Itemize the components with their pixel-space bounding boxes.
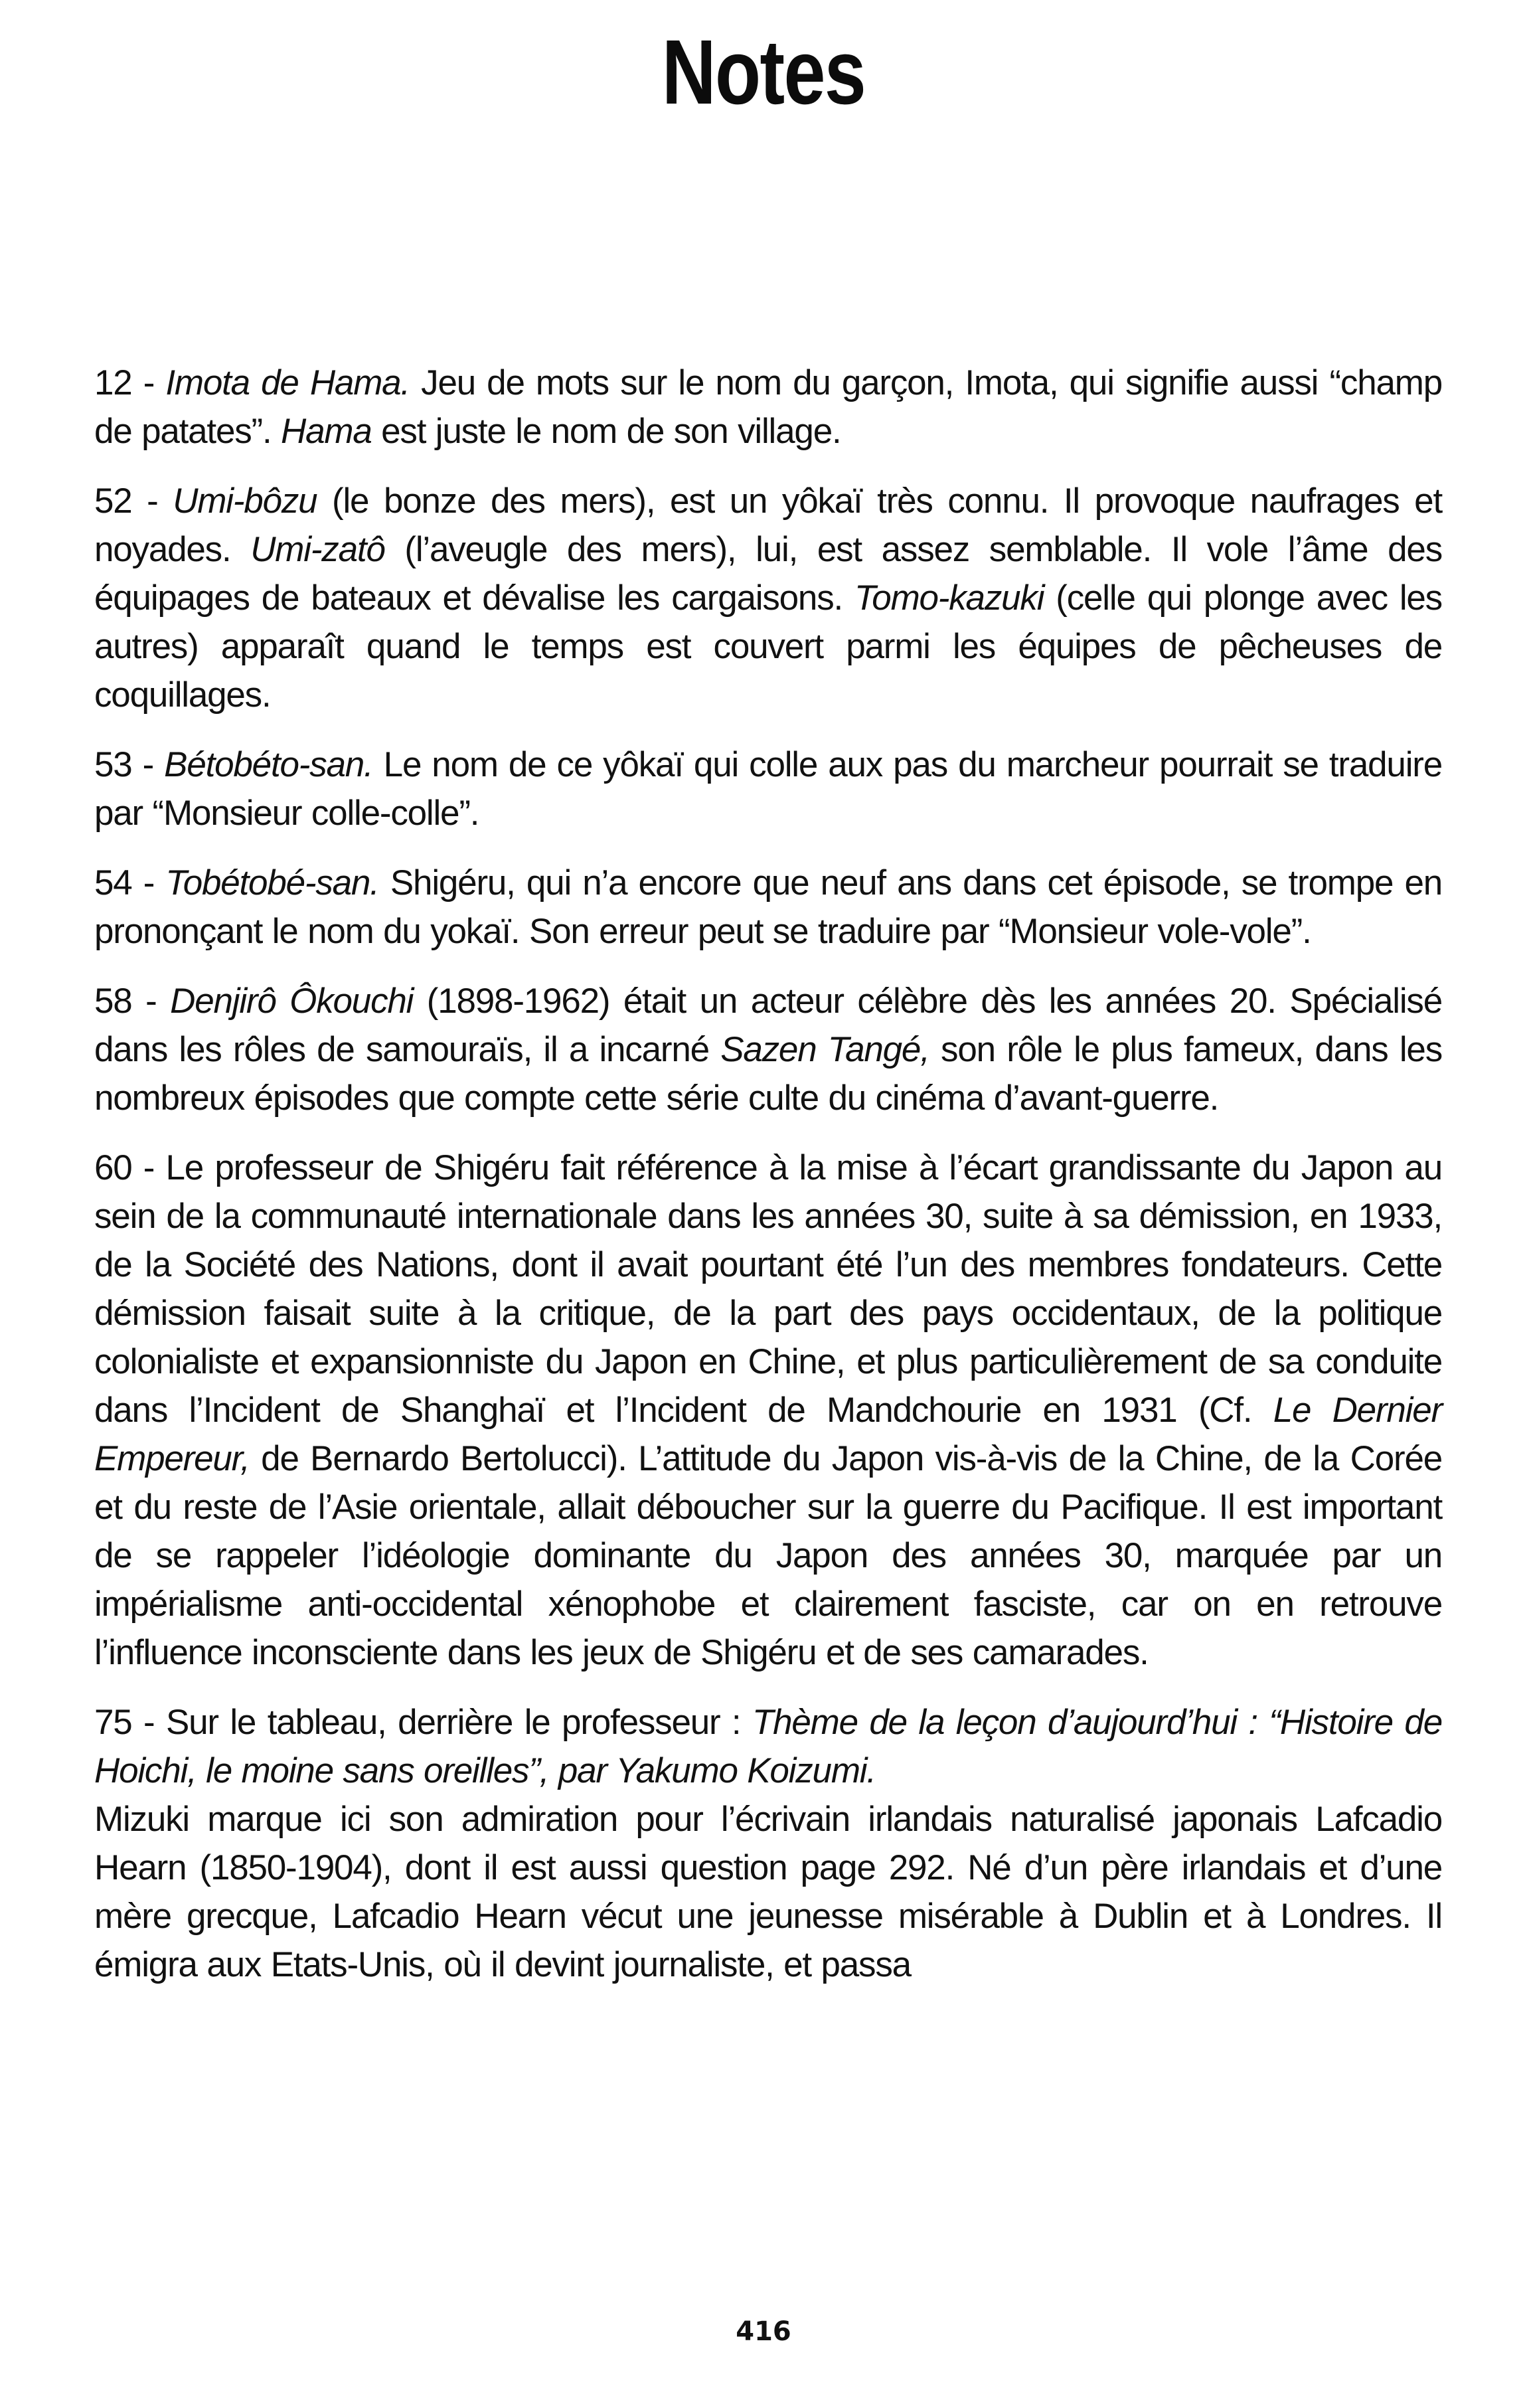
note-text: 58 -	[94, 982, 171, 1021]
note-text: 12 -	[94, 363, 166, 402]
note-text: de Bernardo Bertolucci). L’attitude du Japon vis-à-vis de la Chine, de la Corée et du reste de l’Asie orientale, allait déboucher sur la guerre du Pacifique. Il est important de se rappeler l’idéologie dominante du Japon des années 30, marquée par un impérialisme anti-occidental xénophobe et clairement fasciste, car on en retrouve l’influence inconsciente dans les jeux de Shigéru et de ses camarades.	[94, 1439, 1442, 1672]
note-text: 60 - Le professeur de Shigéru fait référence à la mise à l’écart grandissante du Japon au sein de la communauté internationale dans les années 30, suite à sa démission, en 1933, de la Société des Nations, dont il avait pourtant été l’un des membres fondateurs. Cette démission faisait suite à la critique, de la part des pays occidentaux, de la politique colonialiste et expansionniste du Japon en Chine, et plus particulièrement de sa conduite dans l’Incident de Shanghaï et l’Incident de Mandchourie en 1931 (Cf.	[94, 1148, 1442, 1430]
note-italic-text: Le Dernier Empereur,	[94, 1391, 1442, 1478]
note-text: Mizuki marque ici son admiration pour l’écrivain irlandais naturalisé japonais Lafcadio Hearn (1850-1904), dont il est aussi question page 292. Né d’un père irlandais et d’une mère grecque, Lafcadio Hearn vécut une jeunesse misérable à Dublin et à Londres. Il émigra aux Etats-Unis, où il devint journaliste, et passa	[94, 1800, 1442, 1984]
note-italic-text: Denjirô Ôkouchi	[170, 982, 414, 1021]
note-text: (celle qui plonge avec les autres) apparaît quand le temps est couvert parmi les équipes de pêcheuses de coquillages.	[94, 578, 1442, 715]
note-italic-text: Bétobéto-san.	[164, 745, 373, 784]
note-53	[94, 740, 1442, 837]
note-italic-text: Tomo-kazuki	[854, 578, 1044, 618]
note-75	[94, 1698, 1442, 1989]
note-text: 75 - Sur le tableau, derrière le professeur :	[94, 1703, 752, 1742]
note-text: (1898-1962) était un acteur célèbre dès les années 20. Spécialisé dans les rôles de samouraïs, il a incarné	[94, 982, 1442, 1069]
note-text: 53 -	[94, 745, 165, 784]
note-italic-text: Imota de Hama.	[165, 363, 410, 402]
note-text: Jeu de mots sur le nom du garçon, Imota, qui signifie aussi “champ de patates”.	[94, 363, 1442, 451]
note-12	[94, 359, 1442, 456]
note-italic-text: Sazen Tangé,	[720, 1030, 929, 1069]
note-58	[94, 977, 1442, 1122]
note-text: (l’aveugle des mers), lui, est assez semblable. Il vole l’âme des équipages de bateaux et dévalise les cargaisons.	[94, 530, 1442, 618]
note-italic-text: Thème de la leçon d’aujourd’hui : “Histoire de Hoichi, le moine sans oreilles”, par Yakumo Koizumi.	[94, 1703, 1442, 1790]
note-text: 52 -	[94, 481, 173, 521]
note-text: (le bonze des mers), est un yôkaï très connu. Il provoque naufrages et noyades.	[94, 481, 1442, 569]
note-text: est juste le nom de son village.	[371, 412, 841, 451]
note-italic-text: Umi-zatô	[250, 530, 385, 569]
page-number: 416	[736, 2316, 791, 2347]
note-text: 54 -	[94, 863, 166, 903]
note-italic-text: Tobétobé-san.	[165, 863, 379, 903]
notes-list	[94, 359, 1442, 2010]
note-text: Le nom de ce yôkaï qui colle aux pas du marcheur pourrait se traduire par “Monsieur colle-colle”.	[94, 745, 1442, 833]
page-title: Notes	[661, 21, 866, 124]
note-52	[94, 477, 1442, 719]
note-text: Shigéru, qui n’a encore que neuf ans dans cet épisode, se trompe en prononçant le nom du yokaï. Son erreur peut se traduire par “Monsieur vole-vole”.	[94, 863, 1442, 951]
note-54	[94, 859, 1442, 956]
note-text: son rôle le plus fameux, dans les nombreux épisodes que compte cette série culte du cinéma d’avant-guerre.	[94, 1030, 1442, 1118]
note-60	[94, 1144, 1442, 1677]
note-italic-text: Hama	[281, 412, 372, 451]
note-italic-text: Umi-bôzu	[173, 481, 317, 521]
